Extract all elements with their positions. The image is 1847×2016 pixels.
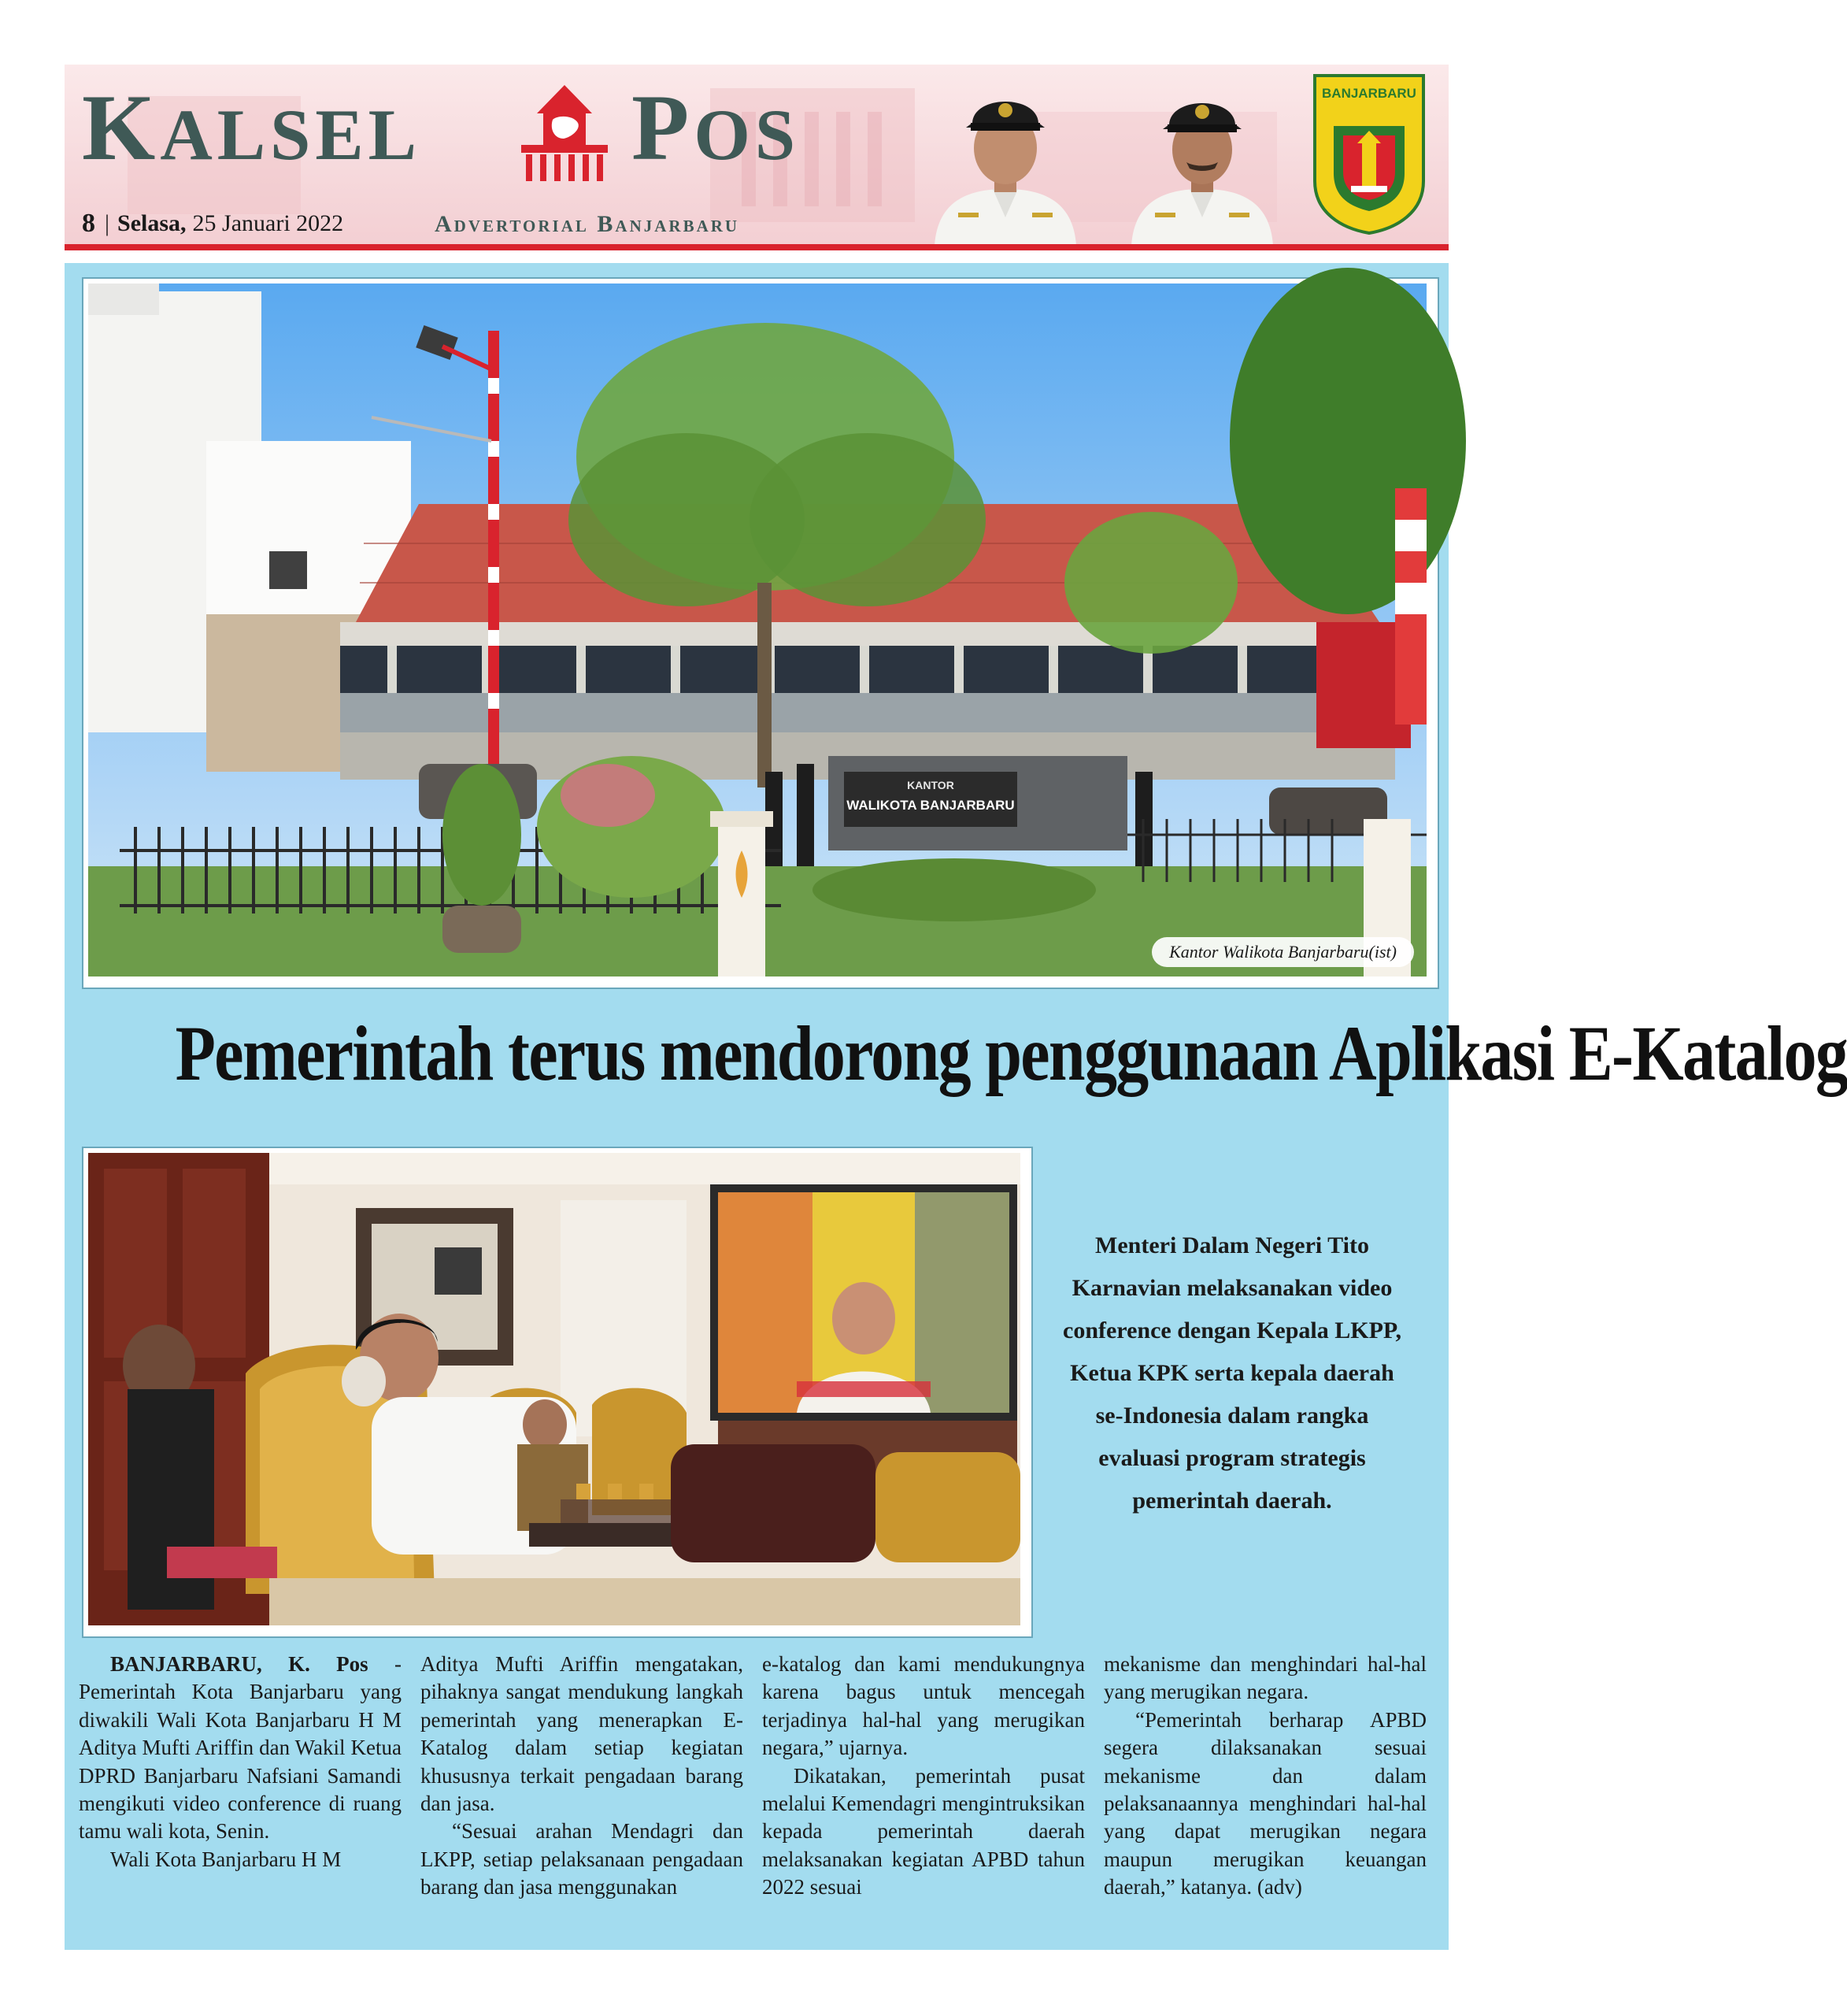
page-number: 8 [82,209,95,238]
photo-city-hall [85,280,1436,986]
paragraph: Aditya Mufti Ariffin mengatakan, pihaknya sangat mendukung langkah pemerintah yang menerapkan E-Katalog dalam setiap kegiatan khususnya terkait pengadaan barang dan jasa. [420,1652,743,1816]
photo-caption: Kantor Walikota Banjarbaru(ist) [1152,937,1414,967]
brand-name-kalsel: KALSEL [82,75,422,180]
article-column-4 [1104,1651,1427,1934]
rumah-banjar-logo-icon [505,82,624,184]
video-conference-illustration [88,1153,1020,1625]
section-name: Advertorial Banjarbaru [435,211,740,237]
sign-text-walikota: WALIKOTA BANJARBARU [846,798,1015,813]
paragraph: mekanisme dan menghindari hal-hal yang merugikan negara. [1104,1652,1427,1704]
article-column-3 [762,1651,1085,1934]
photo-video-conference [85,1150,1030,1635]
brand-name-pos: POS [631,75,801,180]
dateline: BANJARBARU, K. Pos [110,1652,368,1676]
vice-mayor-portrait [1123,79,1281,246]
city-hall-illustration [88,284,1427,976]
paragraph: Dikatakan, pemerintah pusat melalui Kemendagri mengintruksikan kepada pemerintah daerah melaksanakan kegiatan APBD tahun 2022 sesuai [762,1763,1085,1899]
paragraph: - Pemerintah Kota Banjarbaru yang diwakili Wali Kota Banjarbaru H M Aditya Mufti Ariffin dan Wakil Ketua DPRD Banjarbaru Nafsiani Samandi mengikuti video conference di ruang tamu wali kota, Senin. [79,1652,402,1844]
issue-info [82,208,343,239]
paragraph: “Sesuai arahan Mendagri dan LKPP, setiap pelaksanaan pengadaan barang dan jasa menggunakan [420,1819,743,1899]
svg-text:BANJARBARU: BANJARBARU [1322,86,1416,101]
article-headline: Pemerintah terus mendorong penggunaan Aplikasi E-Katalog [175,1010,1847,1097]
sign-text-kantor: KANTOR [907,779,954,791]
mayor-portrait [927,79,1084,246]
separator: | [105,210,110,236]
article-column-2 [420,1651,743,1934]
article-column-1 [79,1651,402,1934]
issue-date: 25 Januari 2022 [192,210,344,236]
paragraph: “Pemerintah berharap APBD segera dilaksanakan sesuai mekanisme dan dalam pelaksanaannya menghindari hal-hal yang dapat merugikan negara maupun merugikan keuangan daerah,” katanya. (adv) [1104,1707,1427,1899]
masthead [65,65,1449,244]
article-body [79,1651,1427,1934]
paragraph: e-katalog dan kami mendukungnya karena bagus untuk mencegah terjadinya hal-hal yang merugikan negara,” ujarnya. [762,1652,1085,1760]
paragraph: Wali Kota Banjarbaru H M [110,1847,342,1871]
article-lead: Menteri Dalam Negeri Tito Karnavian melaksanakan video conference dengan Kepala LKPP, Ketua KPK serta kepala daerah se-Indonesia dalam rangka evaluasi program strategis pemerintah daerah. [1063,1232,1401,1514]
banjarbaru-emblem-icon [1310,71,1428,236]
issue-day: Selasa, [117,210,187,236]
masthead-red-rule [65,244,1449,250]
